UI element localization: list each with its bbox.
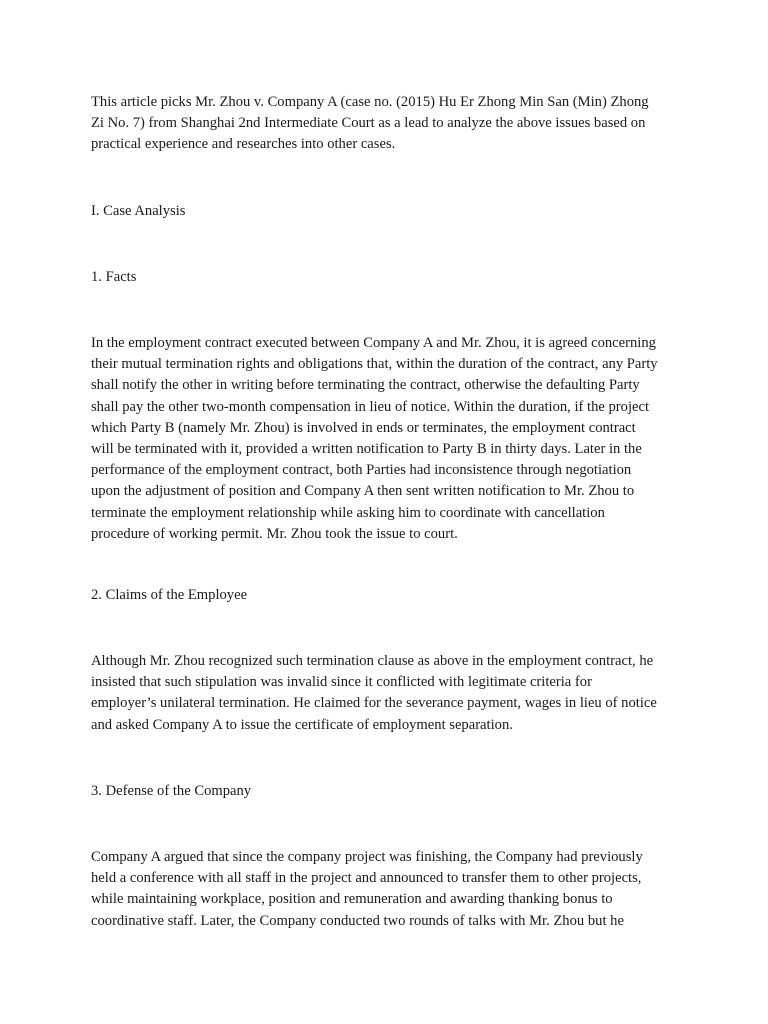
- claims-line: insisted that such stipulation was invalid since it conflicted with legitimate criteria for: [91, 674, 592, 691]
- claims-line: and asked Company A to issue the certificate of employment separation.: [91, 716, 513, 733]
- facts-heading: 1. Facts: [91, 269, 137, 285]
- defense-line: held a conference with all staff in the project and announced to transfer them to other projects,: [91, 870, 642, 887]
- facts-line: In the employment contract executed between Company A and Mr. Zhou, it is agreed concerning: [91, 335, 656, 351]
- intro-paragraph: [91, 92, 691, 156]
- facts-line: shall pay the other two-month compensation in lieu of notice. Within the duration, if the project: [91, 398, 650, 415]
- facts-line: their mutual termination rights and obligations that, within the duration of the contract, any Party: [91, 356, 658, 373]
- facts-line: which Party B (namely Mr. Zhou) is involved in ends or terminates, the employment contract: [91, 419, 636, 436]
- intro-line: Zi No. 7) from Shanghai 2nd Intermediate Court as a lead to analyze the above issues based on: [91, 115, 646, 132]
- defense-line: coordinative staff. Later, the Company conducted two rounds of talks with Mr. Zhou but he: [91, 912, 624, 929]
- facts-line: terminate the employment relationship while asking him to coordinate with cancellation: [91, 504, 605, 521]
- facts-line: will be terminated with it, provided a written notification to Party B in thirty days. Later in the: [91, 441, 642, 458]
- defense-paragraph: [91, 847, 691, 932]
- facts-line: performance of the employment contract, both Parties had inconsistence through negotiation: [91, 462, 632, 479]
- facts-line: shall notify the other in writing before terminating the contract, otherwise the defaulting Party: [91, 377, 640, 394]
- claims-line: employer’s unilateral termination. He claimed for the severance payment, wages in lieu of notice: [91, 695, 657, 712]
- section-heading: I. Case Analysis: [91, 203, 186, 219]
- defense-heading: 3. Defense of the Company: [91, 783, 252, 799]
- claims-heading: 2. Claims of the Employee: [91, 587, 248, 603]
- defense-line: Company A argued that since the company project was finishing, the Company had previously: [91, 849, 643, 865]
- facts-line: upon the adjustment of position and Company A then sent written notification to Mr. Zhou to: [91, 483, 635, 500]
- intro-line: practical experience and researches into other cases.: [91, 136, 396, 153]
- claims-line: Although Mr. Zhou recognized such termination clause as above in the employment contract, he: [91, 653, 654, 669]
- facts-paragraph: [91, 333, 691, 545]
- intro-line: This article picks Mr. Zhou v. Company A (case no. (2015) Hu Er Zhong Min San (Min) Zhong: [91, 94, 649, 110]
- claims-paragraph: [91, 651, 691, 736]
- defense-line: while maintaining workplace, position and remuneration and awarding thanking bonus to: [91, 891, 613, 908]
- facts-line: procedure of working permit. Mr. Zhou took the issue to court.: [91, 525, 458, 542]
